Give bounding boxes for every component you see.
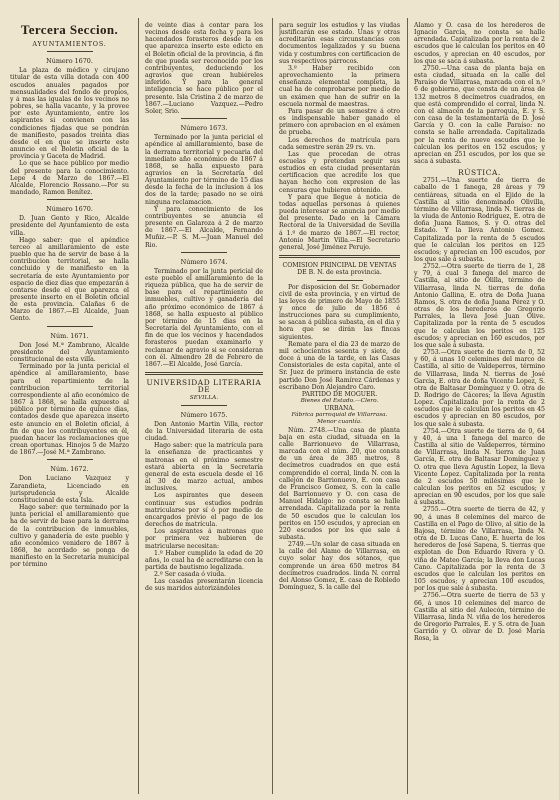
notice-body: Hago saber: que la matrícula para la enseñanza de practicantes y matronas en el próximo semestre estará abierta en la Secretaría general de esta escuela desde el 16 al 30 de marzo actual, ambos inclusives. xyxy=(145,442,263,493)
notice-body: Don Antonio Martin Villa, rector de la Universidad literaria de esta ciudad. xyxy=(145,420,263,443)
notice-body: Terminado por la junta pericial el apéndice al amillaramiento, base de la derrama territorial y pecuaria del inmediato año económico de 1867 á 1868, se halla expuesto para agravios en la Secretaría del Ayuntamiento por término de 15 dias desde la fecha de la inclusion á los dos de la tarde; pasado no se oirá ninguna reclamacion. xyxy=(145,134,263,206)
notice-body: Hago saber: que terminado por la junta pericial el amillaramiento que ha de servir de base para la derrama de la contribucion de inmuebles, cultivo y ganadería de este pueblo y año económico venidero de 1867 á 1868, he acordado se ponga de manifiesto en la Secretaría municipal por término xyxy=(10,504,129,569)
lot-entry: Núm. 2748.—Una casa de planta baja en esta ciudad, situada en la calle Barrionuevo de Villarrasa, marcada con el núm. 20, que consta de un área de 385 metros, 8 decímetros cuadrados en que está comprendido el corral, linda N. con la callejón de Barrionuevo, E. con casa de Francisco Gomez, S. con la calle del Barrionuevo y O. con casa de Manuel Hidalgo: no consta se halle arrendada. Capitalizada por la renta de 50 escudos que le calculan los peritos en 150 escudos, y aprecian en 220 escudos por los que sale á subasta. xyxy=(279,426,400,541)
property-owner: Fábrica parroquial de Villarrasa. xyxy=(291,412,388,419)
notice-body: Y para conocimiento de los contribuyentes se anuncia el presente en Galaroza á 2 de marzo de 1867.—El Alcalde, Fernando Muñiz.—P. S. M.—Juan Manuel del Rio. xyxy=(145,205,263,249)
section-heading: AYUNTAMIENTOS. xyxy=(32,40,107,48)
lot-entry: 2754.—Otra suerte de tierra de 0, 64 y 40, á una 1 fanega del marco de Castilla al sitio de Valdeperros, término de Villarrasa, linda N. tierra de Juan García, E. otra de Baltasar Domínguez y O. otra que lleva Agustín Lopez, la lleva Vicente Lopez. Capitalizada por la renta de 2 escudos 50 milésimas que le calculan los peritos en 52 escudos; y aprecian en 90 escudos, por los que sale á subasta. xyxy=(414,427,545,507)
notice-number: Número 1673. xyxy=(180,124,228,133)
divider xyxy=(317,280,363,281)
double-rule xyxy=(279,255,400,258)
property-category: Bienes del Estado.—Clero. xyxy=(300,398,379,404)
notice-body: Don José M.ª Zambrano, Alcalde presidente del Ayuntamiento constitucional de esta villa. xyxy=(10,341,129,364)
university-city: SEVILLA. xyxy=(189,394,219,401)
lot-entry: 2749.—Un solar de casa situada en la calle del Alamo de Villarrasa, en cuyo solar hay dos sótanos, que comprende un área 650 metros 84 decímetros cuadrados. linda N. corral del Alonso Gomez, E. casa de Robledo Domínguez, S. la calle del xyxy=(279,541,400,592)
notice-body: de veinte dias á contar para los vecinos desde esta fecha y para los hacendados forasteros desde la en que aparezca inserto este edicto en el Boletin oficial de la provincia, á fin de que pueda ser reconocido por los contribuyentes, deduciendo los agravios que crean hubiéreles inferido. Y para la general inteligencia se hace público por el presente. Isla Cristina 2 de marzo de 1867.—Luciano Vazquez.—Pedro Soler, Srio. xyxy=(145,22,263,115)
university-title: UNIVERSIDAD LITERARIA DE xyxy=(146,378,262,395)
list-item: Las casadas presentarán licencia de sus maridos autorizándoles xyxy=(145,578,263,593)
list-item: 3.º Haber recibido con aprovechamiento la primera enseñanza elemental completa, la cual ha de comprobarse por medio de un exámen que han de sufrir en la escuela normal de maestras. xyxy=(279,64,400,108)
column-rule xyxy=(272,18,273,794)
column-4 xyxy=(414,22,545,794)
notice-number: Número 1675. xyxy=(180,410,228,419)
notice-body: Y para que llegue á noticia de todas aquellas personas á quienes pueda interesar se anuncia por medio del presente. Dado en la Cámara Rectoral de la Universidad de Sevilla á 1.º de marzo de 1867.—El rector, Antonio Martin Villa.—El Secretario general, José Jiménez Perujo. xyxy=(279,193,400,251)
column-rule xyxy=(138,18,139,794)
double-rule xyxy=(145,372,263,375)
lot-entry: Alamo y O. casa de los herederos de Ignacio García, no consta se halle arrendada. Capitalizada por la renta de 2 escudos que le calculan los peritos en 40 escudos, y aprecian en 40 escudos, por los que se saca á subasta. xyxy=(414,22,545,65)
column-1 xyxy=(10,22,129,794)
notice-body: para seguir los estudios y las viudas justificarán ese estado. Unas y otras acreditarán esas circunstancias con documentos legalizados y su buena vida y costumbres con certificacion de sus respectivos párrocos. xyxy=(279,22,400,65)
notice-body: Para pasar de un semestre á otro es indispensable haber ganado el primero con aprobacion en el exámen de prueba. xyxy=(279,107,400,137)
notice-number: Número 1670. xyxy=(46,205,93,214)
list-item: 2.º Ser casada ó viuda. xyxy=(154,571,227,579)
divider xyxy=(181,118,227,119)
column-2 xyxy=(145,22,263,794)
notice-body: Las que procedan de otras escuelas y pretendan seguir sus estudios en esta ciudad presentarán certificacion que acredite los que hayan hecho con expresion de las censuras que hubieren obtenido. xyxy=(279,150,400,194)
notice-body: Remate para el dia 23 de marzo de mil ochocientos sesenta y siete, de doce á una de la tarde, en las Casas Consistoriales de esta capital, ante el Sr. Juez de primera instancia de este partido Don José Ramírez Cárdenas y escribano Don Alejandro Caro. xyxy=(279,340,400,391)
notice-number: Núm. 1671. xyxy=(50,331,89,340)
notice-body: Por disposicion del Sr. Gobernador civil de esta provincia, y en virtud de las leyes de primero de Mayo de 1855 y once de julio de 1856 é instrucciones para su cumplimiento, se sacan á pública subasta, en el dia y hora que se dirán las fincas siguientes. xyxy=(279,283,400,341)
section-title: Tercera Seccion. xyxy=(20,22,119,37)
notice-number: Número 1670. xyxy=(46,57,93,66)
divider xyxy=(47,459,93,460)
notice-number: Núm. 1672. xyxy=(50,465,89,474)
notice-body: D. Juan Gento y Rico, Alcalde presidente del Ayuntamiento de esta villa. xyxy=(10,215,129,237)
lot-entry: 2756.—Otra suerte de tierra de 53 y 66, á unos 10 celemines del marco de Castilla al sitio del Aulecón, término de Villarrasa, linda N. viña de los herederos de Gregorio Parrales, E. y S. otra de Juan Garrido y O. olivar de D. José María Rosa, la xyxy=(414,592,545,643)
notice-body: Hago saber: que el apéndice terceo al amillaramiento de este pueblo que ha de servir de base á la contribucion territorial, se halla concluido y de manifiesto en la secretaría de este Ayuntamiento por espacio de diez dias que empezarán á contarse desde el que aparezca el presente inserto en el Boletin oficial de esta provincia. Calañas 6 de Marzo de 1867.—El Alcalde, Juan Gento. xyxy=(10,236,129,323)
notice-body: Los derechos de matrícula para cada semestre serán 29 rs. vn. xyxy=(279,136,400,151)
lot-entry: 2752.—Otra suerte de tierra de 1, 28 y 79, á cual 3 fanega del marco de Castilla, al sitio de Olilla, término de Villarrasa, linda N. tierras de doña Antonio Gallina, E. otra de Doña Juana Ramos, S. otra de doña Juana Pérez y O. otras de los herederos de Gregorio Parrales, la lleva José Juan Olive. Capitalizada por la renta de 5 escudos que le calculan los peritos en 125 escudos; y aprecian en 160 escudos, por los que sale á subasta. xyxy=(414,263,545,349)
divider xyxy=(47,326,93,327)
notice-body: Terminado por la junta pericial de este pueblo el amillaramiento de la riqueza pública, que ha de servir de base para el repartimiento de inmuebles, cultivo y ganadería del año próximo económico de 1867 á 1868, se halla expuesto al público por término de 15 dias en la Secretaría del Ayuntamiento, con el fin de que los vecinos y hacendados forasteros puedan examinarlo y reclamar de agravio si se consideran con él. Almendro 28 de Febrero de 1867.—El Alcalde, José García. xyxy=(145,267,263,368)
column-rule xyxy=(407,18,408,794)
divider xyxy=(47,51,93,52)
notice-body: La plaza de médico y cirujano titular de esta villa dotada con 400 escudos anuales pagados por mensualidades del fondo de propios, y á mas las igualas de los vecinos no pobres, se halla vacante, y la provee por este Ayuntamiento, entre los aspirantes si convienen con las condiciones fijadas que se pondrán de manifiesto, pasados treinta dias desde el en que se inserte este anuncio en el Boletin oficial de la provincia y Gaceta de Madrid. xyxy=(10,67,129,161)
notice-body: Don Luciano Vazquez y Zarandieta, Licenciado en jurisprudencia y Alcalde constitucional de esta Isla. xyxy=(10,475,129,504)
commission-title: COMISION PRINCIPAL DE VENTAS DE B. N. de esta provincia. xyxy=(282,262,397,277)
lot-entry: 2753.—Otra suerte de tierra de 0, 52 y 60, á unas 10 celemines del marco de Castilla, al sitio de Valdeperros, término de Villarrasa, linda N. tierras de José Garcia, E. otra de doña Vicente Lopez, S. otra de Baltasar Domínguez y O. otra de D. Rodrigo de Cáceres; la lleva Agustín Lopez. Capitalizada por la renta de 2 escudos que le calculan los peritos en 45 escudos y aprecian en 80 escudos, por los que sale á subasta. xyxy=(414,349,545,428)
property-type: URBANA. xyxy=(324,405,355,413)
rustic-heading: RÚSTICA. xyxy=(458,168,501,178)
notice-body: Los aspirantes á matronas que por primera vez hubieren de matricularse necesitan: xyxy=(145,528,263,550)
divider xyxy=(181,405,227,406)
lot-entry: 2751.—Una suerte de tierra de caballo de 1 fanega, 28 áreas y 79 centiáreas, situada en el Ejido de la Castilla al sitio denominado Olivilla, término de Villarrasa, linda N. tierras de la viuda de Antonio Rodriguez, E. otra de doña Juana Ramos, S. y O. otras del Estado. Y la lleva Antonio Gomez. Capitalizada por la renta de 5 escudos que le calculan los peritos en 125 escudos; y aprecian en 100 escudos, por los que sale á subasta. xyxy=(414,177,545,263)
column-3 xyxy=(279,22,400,794)
divider xyxy=(181,252,227,253)
lot-entry: 2750.—Una casa de planta baja en esta ciudad, situada en la calle del Paraíso de Villarrasa, marcada con el n.º 6 de gobierno, que consta de un área de 132 metros 8 decímetros cuadrados, en que está comprendido el corral, linda N. con el almacén de la parroquia, E. y S. con casa de la testamentaría de D. José García y O. con la calle Paraíso: no consta se halle arrendada. Capitalizada por la renta de nueve escudos que le calculan los peritos en 152 escudos; y aprecian en 251 escudos, por los que se saca á subasta. xyxy=(414,64,545,165)
notice-number: Número 1674. xyxy=(180,257,228,266)
list-item: 1.º Haber cumplido la edad de 20 años, lo cual ha de acreditarse con la partida de bautismo legalizada. xyxy=(145,549,263,571)
divider xyxy=(47,199,93,200)
district-heading: PARTIDO DE MOGUER. xyxy=(301,390,378,398)
notice-body: Terminado por la junta pericial el apéndice al amillaramiento, base para el repartimiento de la contribucion territorial correspondiente al año económico de 1867 á 1868, se halla expuesto al público por término de quince dias, contados desde que aparezca inserto este anuncio en el Boletin oficial, á fin de que los contribuyentes en él, puedan hacer las reclamaciones que crean oportunas. Hinojos 5 de Marzo de 1867.—José M.ª Zambrano. xyxy=(10,363,129,457)
lot-entry: 2755.—Otra suerte de tierra de 42, y 90, á unas 8 celemines del marco de Castilla en el Pago de Olivo, al sitio de la Bajosa, término de Villarrasa, linda N. otra de D. Lucas Cano, E. huerta de los herederos de José Sapena, S. tierras que explotan de Don Eduardo Rivera y O. viña de Mateo García; la lleva don Lucas Cano. Capitalizada por la renta de 3 escudos que le calculan los peritos en 105 escudos; y aprecian 100 escudos, por los que sale á subasta. xyxy=(414,506,545,593)
notice-body: Los aspirantes que deseen continuar sus estudios podrán matricularse por sí ó por medio de encargados prévio el pago de los derechos de matrícula. xyxy=(145,492,263,529)
value-class: Menor cuantía. xyxy=(317,419,362,426)
notice-body: Lo que se hace público por medio del presente para la conocimiento. Lepe 4 de Marzo de 1867.—El Alcalde, Florencio Rossano.—Por su mandado, Ramon Benítez. xyxy=(10,160,129,196)
